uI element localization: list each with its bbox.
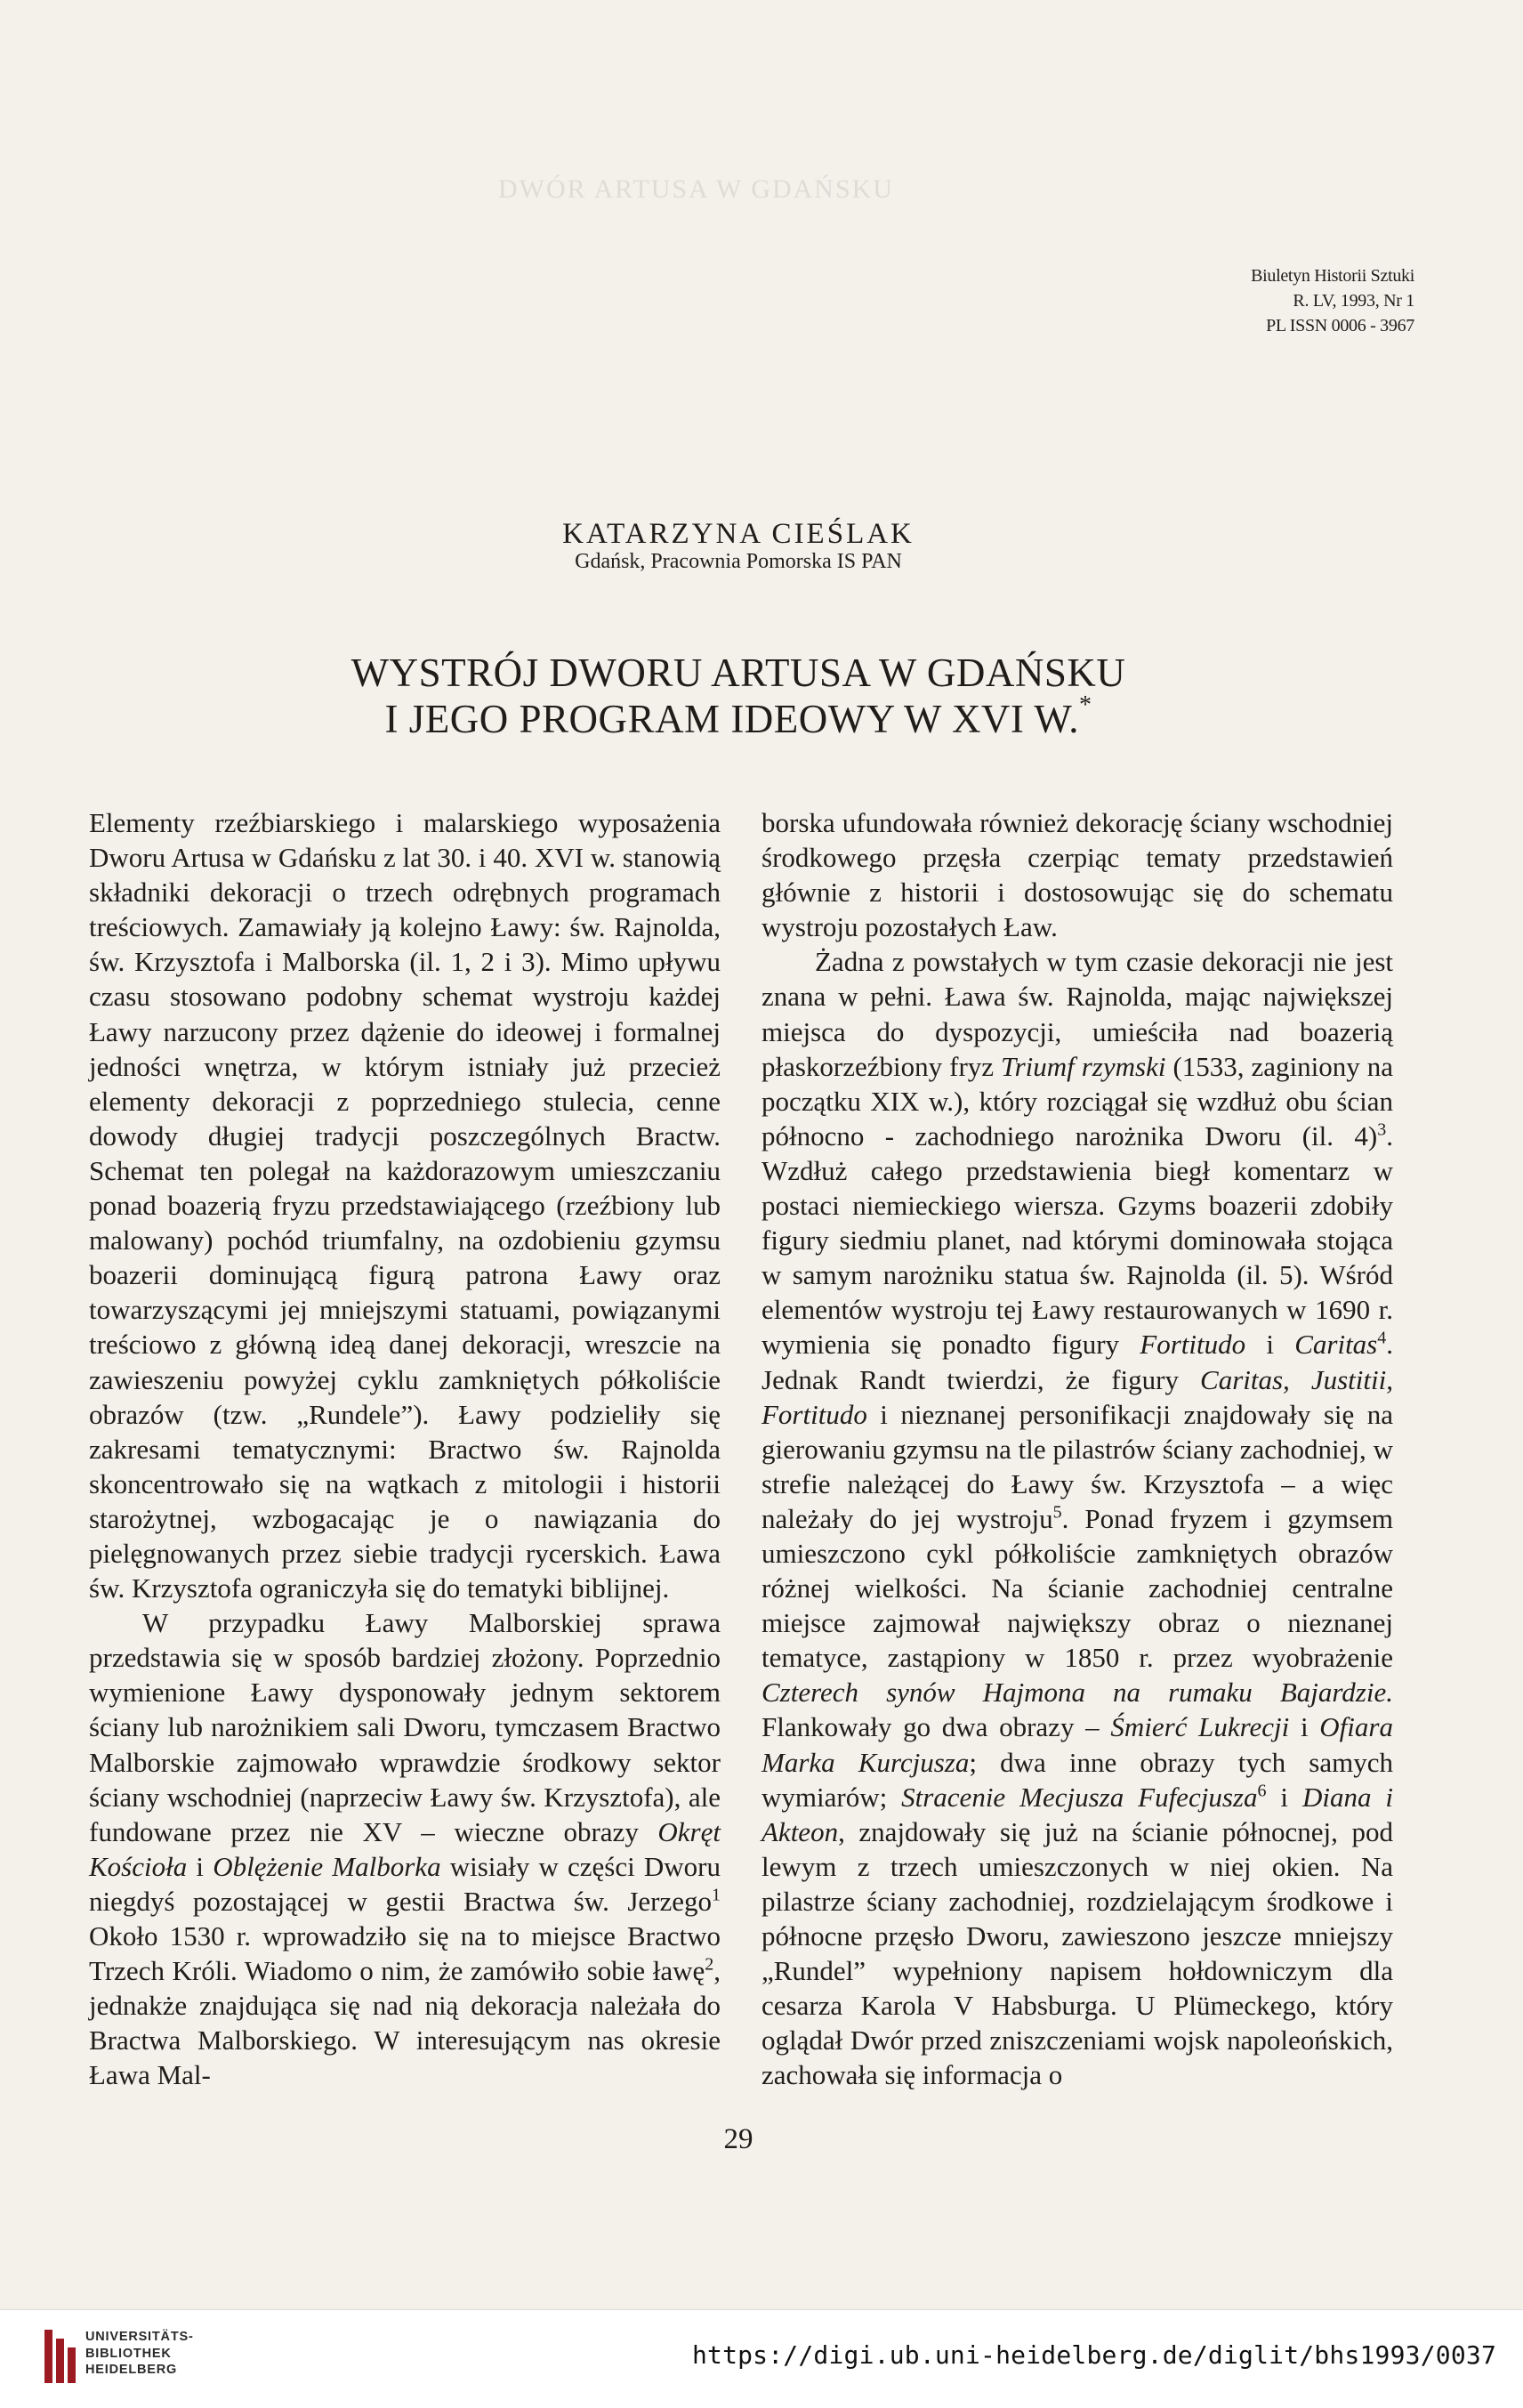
italic-title: Fortitudo — [1140, 1329, 1246, 1361]
university-library-logo-icon — [43, 2326, 78, 2387]
text-run: Około 1530 r. wprowadziło się na to miejsce Bractwo Trzech Króli. Wiadomo o nim, że zamówiło sobie ławę — [89, 1920, 721, 1987]
left-column-paragraph — [89, 1605, 721, 2092]
italic-title: Diana i Akteon — [762, 1781, 1393, 1847]
author-affiliation: Gdańsk, Pracownia Pomorska IS PAN — [575, 550, 902, 573]
italic-title: Caritas — [1294, 1329, 1378, 1361]
italic-title: Caritas, Justitii, Fortitudo — [762, 1363, 1393, 1430]
text-run: i nieznanej personifikacji znajdowały się na gierowaniu gzymsu na tle pilastrów ściany zachodniej, w strefie należącej do Ławy św. Krzysztofa – a więc należały do jej wystroju — [762, 1398, 1393, 1534]
right-column-paragraph — [762, 944, 1393, 2092]
right-column-paragraph — [762, 805, 1393, 944]
library-name-line-3: HEIDELBERG — [85, 2363, 178, 2377]
article-title — [0, 650, 1477, 742]
library-name-line-2: BIBLIOTHEK — [85, 2346, 172, 2361]
issn: PL ISSN 0006 - 3967 — [1266, 316, 1414, 335]
author-name: KATARZYNA CIEŚLAK — [562, 518, 915, 550]
text-run: Żadna z powstałych w tym czasie dekoracji nie jest znana w pełni. Ława św. Rajnolda, mając największej miejsca do dyspozycji, umieściła nad boazerią płaskorzeźbiony fryz — [762, 946, 1393, 1082]
right-text-column — [762, 805, 1393, 2092]
text-run: i — [1266, 1781, 1302, 1813]
italic-title: Śmierć Lukrecji — [1110, 1711, 1290, 1743]
page-number: 29 — [723, 2123, 753, 2155]
title-line-2 — [0, 691, 1477, 742]
text-run: i — [1289, 1711, 1320, 1743]
text-run: ; dwa inne obrazy tych samych wymiarów; — [762, 1746, 1393, 1813]
library-name-line-1: UNIVERSITÄTS- — [85, 2330, 194, 2344]
text-run: Flankowały go dwa obrazy – — [762, 1711, 1111, 1743]
text-run: i — [1245, 1329, 1295, 1361]
text-run: i — [187, 1850, 214, 1882]
italic-title: Triumf rzymski — [1001, 1050, 1166, 1082]
italic-title: Czterech synów Hajmona na rumaku Bajardzie. — [762, 1677, 1393, 1709]
text-run: borska ufundowała również dekorację ściany wschodniej środkowego przęsła czerpiąc tematy przedstawień głównie z historii i dostosowując się do schematu wystroju pozostałych Ław. — [762, 807, 1393, 943]
journal-name: Biuletyn Historii Sztuki — [1251, 266, 1414, 286]
footnote-ref: 3 — [1377, 1119, 1387, 1140]
left-text-column — [89, 805, 721, 2092]
text-run: . Ponad fryzem i gzymsem umieszczono cykl półkoliście zamkniętych obrazów różnej wielkości. Na ścianie zachodniej centralne miejsce zajmował największy obraz o nieznanej tematyce, zastąpiony w 1850 r. przez wyobrażenie — [762, 1502, 1394, 1674]
volume-info: R. LV, 1993, Nr 1 — [1293, 291, 1414, 311]
left-column-paragraph — [89, 805, 721, 1605]
text-run: (1533, zaginiony na początku XIX w.), który rozciągał się wzdłuż obu ścian północno - zachodniego narożnika Dworu (il. 4) — [762, 1050, 1394, 1151]
footnote-ref: 5 — [1052, 1502, 1062, 1523]
footer-bar — [0, 2309, 1523, 2408]
italic-title: Okręt Kościoła — [89, 1815, 721, 1882]
footnote-ref: 2 — [705, 1954, 714, 1975]
bleed-through-text: DWÓR ARTUSA W GDAŃSKU — [498, 174, 894, 204]
source-url-link[interactable]: https://digi.ub.uni-heidelberg.de/diglit/bhs1993/0037 — [691, 2340, 1496, 2370]
text-run: . Jednak Randt twierdzi, że figury — [762, 1329, 1393, 1395]
footnote-ref: 1 — [712, 1885, 721, 1905]
text-run: Elementy rzeźbiarskiego i malarskiego wyposażenia Dworu Artusa w Gdańsku z lat 30. i 40. XVI w. stanowią składniki dekoracji o trzech odrębnych programach treściowych. Zamawiały ją kolejno Ławy: św. Rajnolda, św. Krzysztofa i Malborska (il. 1, 2 i 3). Mimo upływu czasu stosowano podobny schemat wystroju każdej Ławy narzucony przez dążenie do ideowej i formalnej jedności wnętrza, w którym istniały już przecież elementy dekoracji z poprzedniego stulecia, cenne dowody długiej tradycji poszczególnych Bractw. Schemat ten polegał na każdorazowym umieszczaniu ponad boazerią fryzu przedstawiającego (rzeźbiony lub malowany) pochód triumfalny, na ozdobieniu gzymsu boazerii dominującą figurą patrona Ławy oraz towarzyszącymi jej mniejszymi statuami, powiązanymi treściowo z główną ideą danej dekoracji, wreszcie na zawieszeniu powyżej cyklu zamkniętych półkoliście obrazów (tzw. „Rundele”). Ławy podzieliły się zakresami tematycznymi: Bractwo św. Rajnolda skoncentrowało się na wątkach z mitologii i historii starożytnej, wzbogacając je o nawiązania do pielęgnowanych przez siebie tradycji rycerskich. Ława św. Krzysztofa ograniczyła się do tematyki biblijnej. — [89, 807, 721, 1604]
library-name — [85, 2329, 194, 2379]
publication-info — [1201, 263, 1414, 338]
footnote-ref: 4 — [1377, 1329, 1387, 1349]
text-run: , jednakże znajdująca się nad nią dekoracja należała do Bractwa Malborskiego. W interesującym nas okresie Ława Mal- — [89, 1955, 721, 2091]
text-run: W przypadku Ławy Malborskiej sprawa przedstawia się w sposób bardziej złożony. Poprzednio wymienione Ławy dysponowały jednym sektorem ściany lub narożnikiem sali Dworu, tymczasem Bractwo Malborskie zajmowało wprawdzie środkowy sektor ściany wschodniej (naprzeciw Ławy św. Krzysztofa), ale fundowane przez nie XV – wieczne obrazy — [89, 1607, 721, 1847]
title-footnote-mark: * — [1078, 691, 1092, 719]
footnote-ref: 6 — [1257, 1781, 1267, 1801]
italic-title: Ofiara Marka Kurcjusza — [762, 1711, 1393, 1778]
text-run: , znajdowały się już na ścianie północnej, pod lewym z trzech umieszczonych w niej okien. Na pilastrze ściany zachodniej, rozdzielającym środkowe i północne przęsło Dworu, zawieszono jeszcze mniejszy „Rundel” wypełniony napisem hołdowniczym dla cesarza Karola V Habsburga. U Plümeckego, który oglądał Dwór przed zniszczeniami wojsk napoleońskich, zachowała się informacja o — [762, 1815, 1393, 2091]
title-line-2-text: I JEGO PROGRAM IDEOWY W XVI W. — [384, 697, 1079, 741]
text-run: wisiały w części Dworu niegdyś pozostającej w gestii Bractwa św. Jerzego — [89, 1850, 721, 1917]
text-run: . Wzdłuż całego przedstawienia biegł komentarz w postaci niemieckiego wiersza. Gzyms boazerii zdobiły figury siedmiu planet, nad którymi dominowała stojąca w samym narożniku statua św. Rajnolda (il. 5). Wśród elementów wystroju tej Ławy restaurowanych w 1690 r. wymienia się ponadto figury — [762, 1119, 1393, 1361]
title-line-1: WYSTRÓJ DWORU ARTUSA W GDAŃSKU — [351, 650, 1126, 695]
italic-title: Stracenie Mecjusza Fufecjusza — [901, 1781, 1258, 1813]
italic-title: Oblężenie Malborka — [213, 1850, 441, 1882]
